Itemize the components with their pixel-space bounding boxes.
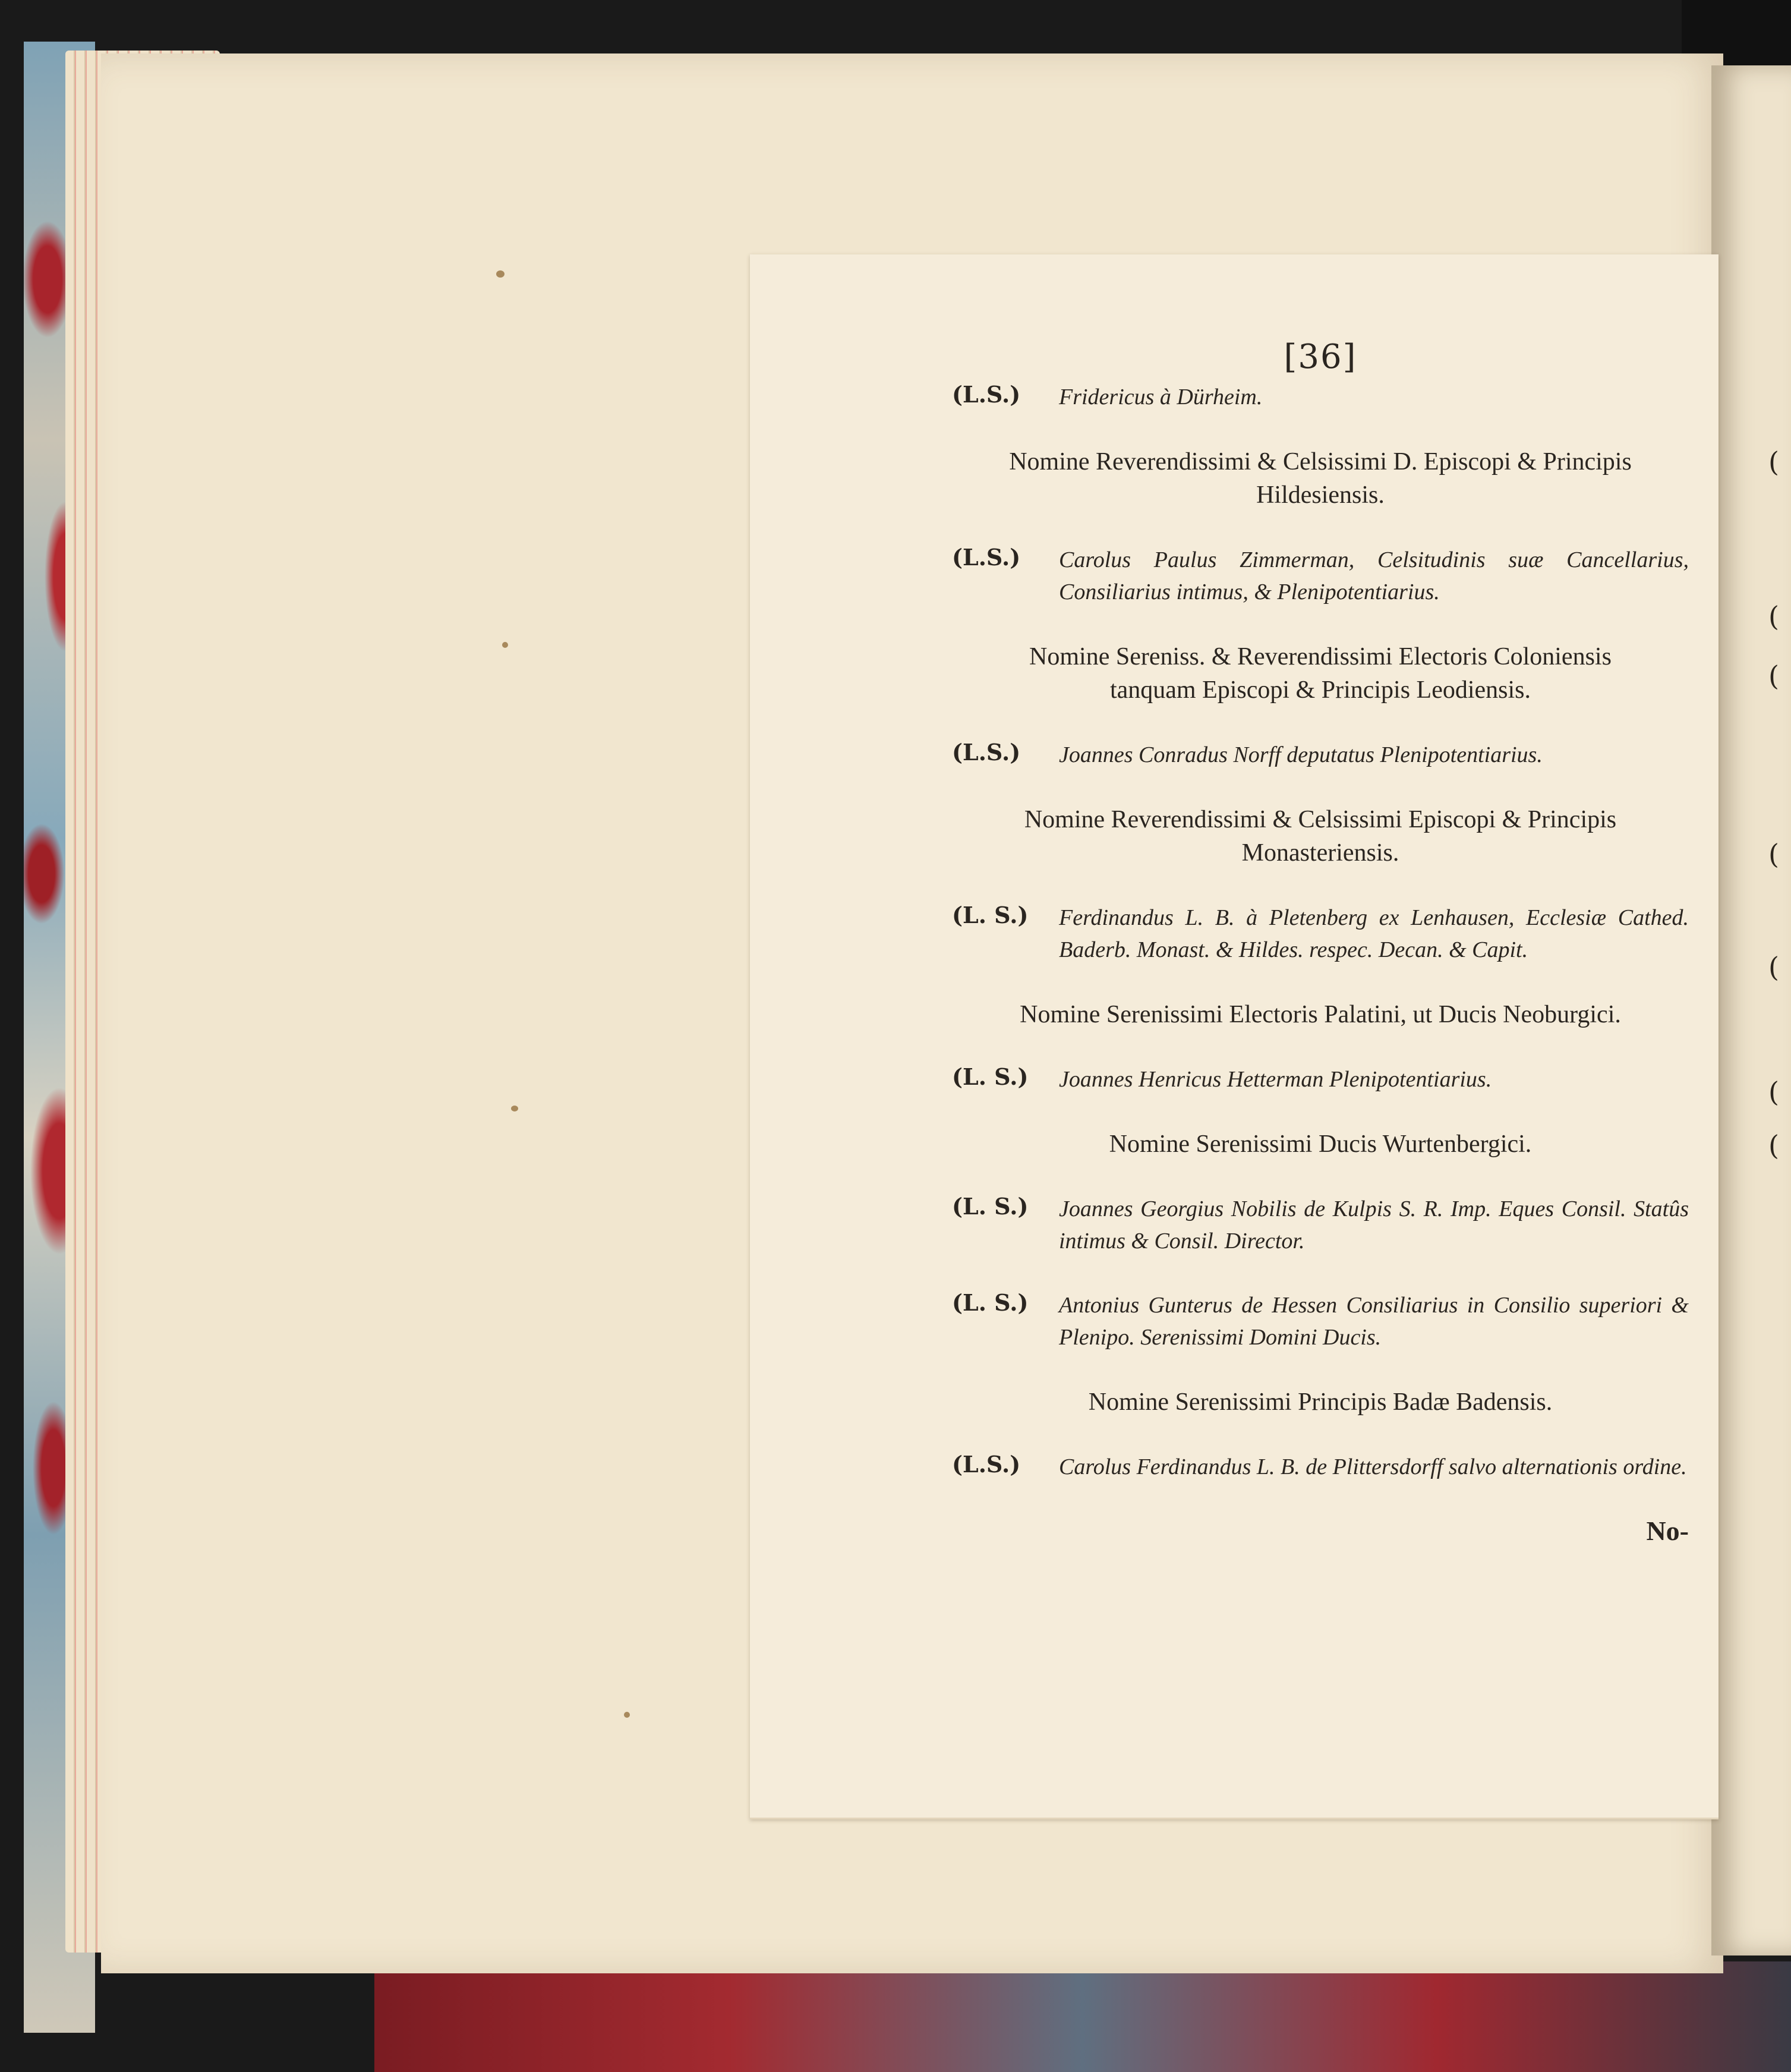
signature-entry bbox=[952, 902, 1689, 966]
section-heading: Nomine Reverendissimi & Celsissimi D. Episcopi & Principis Hildesiensis. bbox=[1009, 448, 1632, 509]
signature-entry bbox=[952, 1193, 1689, 1257]
foxing-spot bbox=[511, 1106, 518, 1111]
seal-mark: (L. S.) bbox=[952, 1063, 1029, 1090]
section-heading: Nomine Reverendissimi & Celsissimi Episcopi & Principis Monasteriensis. bbox=[1024, 806, 1617, 867]
signature-entry bbox=[952, 381, 1689, 413]
signature-entry bbox=[952, 544, 1689, 608]
facing-page-mark: ( bbox=[1768, 838, 1779, 870]
seal-mark: (L. S.) bbox=[952, 1289, 1029, 1316]
seal-mark: (L.S.) bbox=[952, 381, 1021, 408]
signature-entry bbox=[952, 1451, 1689, 1483]
facing-page-mark: ( bbox=[1768, 1129, 1779, 1161]
section-heading: Nomine Serenissimi Ducis Wurtenbergici. bbox=[1109, 1131, 1532, 1158]
section-heading: Nomine Serenissimi Principis Badæ Badensis. bbox=[1088, 1388, 1553, 1416]
signatory-text: Joannes Henricus Hetterman Plenipotentiarius. bbox=[1059, 1067, 1492, 1092]
seal-mark: (L. S.) bbox=[952, 902, 1029, 928]
seal-mark: (L.S.) bbox=[952, 1451, 1021, 1478]
foxing-spot bbox=[624, 1712, 630, 1718]
signatory-text: Antonius Gunterus de Hessen Consiliarius in Consilio superiori & Plenipo. Serenissimi Domini Ducis. bbox=[1059, 1293, 1689, 1350]
seal-mark: (L.S.) bbox=[952, 739, 1021, 766]
facing-page-mark: ( bbox=[1768, 660, 1779, 692]
seal-mark: (L. S.) bbox=[952, 1193, 1029, 1220]
signatory-text: Carolus Ferdinandus L. B. de Plittersdorff salvo alternationis ordine. bbox=[1059, 1454, 1687, 1479]
catchword: No- bbox=[1646, 1516, 1689, 1546]
signature-entry bbox=[952, 1289, 1689, 1353]
section-heading: Nomine Serenissimi Electoris Palatini, ut Ducis Neoburgici. bbox=[1020, 1001, 1621, 1028]
page-number: [36] bbox=[1284, 338, 1357, 376]
seal-mark: (L.S.) bbox=[952, 544, 1021, 571]
signatory-text: Joannes Georgius Nobilis de Kulpis S. R. Imp. Eques Consil. Statûs intimus & Consil. Director. bbox=[1059, 1196, 1689, 1254]
foxing-spot bbox=[502, 642, 508, 648]
foxing-spot bbox=[496, 270, 504, 278]
facing-page-mark: ( bbox=[1768, 951, 1779, 983]
section-heading: Nomine Sereniss. & Reverendissimi Electoris Coloniensis tanquam Episcopi & Principis Leodiensis. bbox=[1029, 643, 1612, 704]
signatory-text: Carolus Paulus Zimmerman, Celsitudinis suæ Cancellarius, Consiliarius intimus, & Plenipotentiarius. bbox=[1059, 547, 1689, 604]
leaf-text-block bbox=[952, 338, 1689, 1547]
signature-entry bbox=[952, 739, 1689, 771]
facing-page-mark: ( bbox=[1768, 1076, 1779, 1108]
signature-entry bbox=[952, 1063, 1689, 1095]
signatory-text: Ferdinandus L. B. à Pletenberg ex Lenhausen, Ecclesiæ Cathed. Baderb. Monast. & Hildes. respec. Decan. & Capit. bbox=[1059, 905, 1689, 962]
facing-page bbox=[1711, 65, 1791, 1956]
inserted-leaf bbox=[750, 254, 1719, 1819]
facing-page-mark: ( bbox=[1768, 600, 1779, 632]
signatory-text: Fridericus à Dürheim. bbox=[1059, 385, 1263, 410]
signatory-text: Joannes Conradus Norff deputatus Plenipotentiarius. bbox=[1059, 742, 1543, 767]
facing-page-mark: ( bbox=[1768, 446, 1779, 478]
marbled-endpaper-strip bbox=[374, 1961, 1791, 2072]
